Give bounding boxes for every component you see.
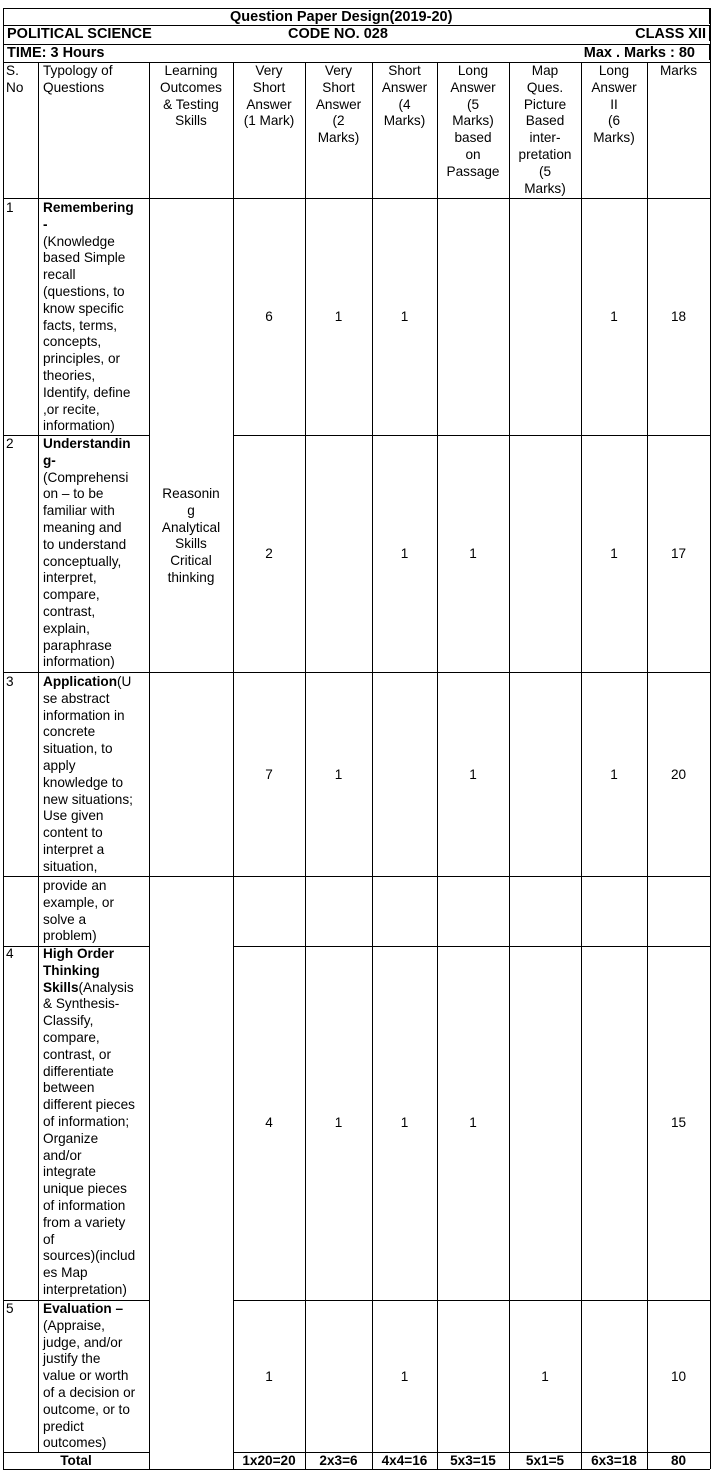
total-map: 5x1=5 xyxy=(525,1453,565,1468)
row-typology: Remembering - (Knowledge based Simple recall (questions, to know specific facts, terms, concepts, principles, or theories, Identify, define ,or recite, information) xyxy=(43,200,134,434)
grid-line xyxy=(437,62,438,1469)
total-la-passage: 5x3=15 xyxy=(450,1453,496,1468)
cell-marks: 20 xyxy=(670,767,687,782)
row-typology: High Order Thinking Skills(Analysis & Synthesis- Classify, compare, contrast, or differentiate between different pieces of information; Organize and/or integrate unique pieces of information from a variety of sources)(includ es Map interpretation) xyxy=(43,946,136,1297)
grid-line xyxy=(233,62,234,1469)
cell-sa: 1 xyxy=(400,1369,409,1384)
grid-line xyxy=(372,62,373,1469)
cell-la-passage: 1 xyxy=(469,546,477,561)
grid-line xyxy=(509,62,510,1469)
cell-map: 1 xyxy=(541,1369,549,1384)
col-header-sa: Short Answer (4 Marks) xyxy=(381,63,428,129)
col-header-typology: Typology of Questions xyxy=(43,63,113,95)
outcomes-cell: Reasonin g Analytical Skills Critical thinking xyxy=(161,486,221,585)
cell-vsa2: 1 xyxy=(334,309,343,324)
time-label: TIME: 3 Hours xyxy=(7,45,105,61)
title-row xyxy=(3,8,710,24)
row-typology: Understandin g- (Comprehensi on – to be familiar with meaning and to understand conceptually, interpret, compare, contrast, explain, paraphrase information) xyxy=(43,436,131,670)
cell-la-passage: 1 xyxy=(469,767,477,782)
cell-vsa1: 2 xyxy=(265,546,273,561)
cell-sa: 1 xyxy=(400,546,409,561)
grid-line xyxy=(3,8,4,1469)
total-sa: 4x4=16 xyxy=(381,1453,428,1468)
grid-line xyxy=(3,25,710,26)
cell-la2: 1 xyxy=(610,546,618,561)
grid-line xyxy=(38,62,39,1452)
grid-line xyxy=(149,62,150,1469)
col-header-la-passage: Long Answer (5 Marks) based on Passage xyxy=(446,63,500,179)
col-header-vsa1: Very Short Answer (1 Mark) xyxy=(243,63,295,129)
grid-line xyxy=(3,876,710,877)
cell-vsa1: 7 xyxy=(265,767,273,782)
cell-sa: 1 xyxy=(400,309,409,324)
cell-marks: 18 xyxy=(670,309,687,324)
cell-la2: 1 xyxy=(610,767,618,782)
cell-vsa2: 1 xyxy=(334,767,343,782)
time-row xyxy=(3,44,710,60)
grid-line xyxy=(3,44,710,45)
row-typology: Application(U se abstract information in concrete situation, to apply knowledge to new situations; Use given content to interpret a situation, xyxy=(43,674,133,874)
grid-line xyxy=(647,62,648,1469)
cell-vsa1: 6 xyxy=(265,309,273,324)
grid-line xyxy=(710,8,711,1469)
col-header-outcomes: Learning Outcomes & Testing Skills xyxy=(160,63,222,129)
grid-line xyxy=(3,8,710,9)
row-typology: Evaluation – (Appraise, judge, and/or justify the value or worth of a decision or outcome, or to predict outcomes) xyxy=(43,1301,136,1451)
cell-sa: 1 xyxy=(400,1115,409,1130)
cell-vsa1: 4 xyxy=(265,1115,273,1130)
total-label: Total xyxy=(60,1453,92,1468)
row-sno: 4 xyxy=(6,946,14,961)
subject-code: CODE NO. 028 xyxy=(288,26,388,42)
grid-line xyxy=(305,62,306,1469)
grid-line xyxy=(3,672,710,673)
row-sno: 2 xyxy=(6,436,14,451)
cell-marks: 10 xyxy=(670,1369,687,1384)
subject-row xyxy=(3,25,710,41)
row-sno: 5 xyxy=(6,1301,14,1316)
subject-name: POLITICAL SCIENCE xyxy=(7,26,152,42)
col-header-sno: S. No xyxy=(6,63,24,95)
paper-title: Question Paper Design(2019-20) xyxy=(230,9,453,25)
max-marks-label: Max . Marks : 80 xyxy=(583,45,695,61)
total-la2: 6x3=18 xyxy=(591,1453,637,1468)
cell-marks: 17 xyxy=(670,546,687,561)
cell-la2: 1 xyxy=(610,309,618,324)
col-header-vsa2: Very Short Answer (2 Marks) xyxy=(315,63,362,146)
row-sno: 1 xyxy=(6,200,14,215)
col-header-marks: Marks xyxy=(659,63,697,78)
cell-marks: 15 xyxy=(670,1115,687,1130)
col-header-map: Map Ques. Picture Based inter- pretation (5 Marks) xyxy=(518,63,572,196)
total-vsa1: 1x20=20 xyxy=(242,1453,296,1468)
cell-vsa1: 1 xyxy=(265,1369,273,1384)
row-sno: 3 xyxy=(6,674,14,689)
col-header-la2: Long Answer II (6 Marks) xyxy=(591,63,637,146)
grid-line xyxy=(3,198,710,199)
class-label: CLASS XII xyxy=(635,26,706,42)
cell-la-passage: 1 xyxy=(469,1115,477,1130)
cell-vsa2: 1 xyxy=(334,1115,343,1130)
grid-line xyxy=(581,62,582,1469)
row-typology: provide an example, or solve a problem) xyxy=(43,878,115,944)
total-marks: 80 xyxy=(670,1453,687,1468)
total-vsa2: 2x3=6 xyxy=(319,1453,358,1468)
